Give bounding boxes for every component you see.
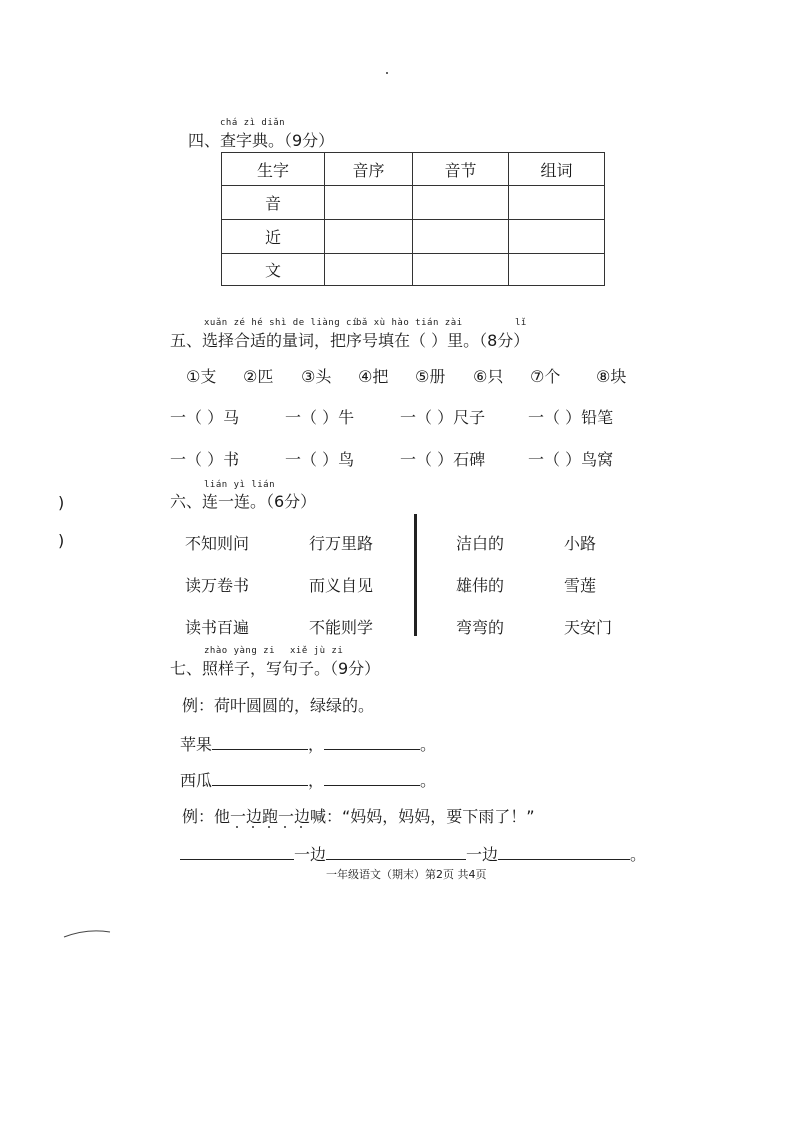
answer-cell[interactable] <box>413 254 509 286</box>
sentence-line <box>180 768 436 791</box>
match-item[interactable]: 读万卷书 <box>185 576 250 595</box>
table-cell-character: 音 <box>222 186 325 220</box>
table-cell-character: 文 <box>222 254 325 286</box>
fill-blank-item[interactable]: 一（ ）牛 <box>285 408 355 427</box>
q5-pinyin-c: lǐ <box>515 318 527 328</box>
measure-word-option: ⑤册 <box>415 367 446 386</box>
table-header: 生字 <box>222 153 325 186</box>
table-header: 音节 <box>413 153 509 186</box>
answer-cell[interactable] <box>509 220 605 254</box>
comma: ， <box>308 771 325 790</box>
q4-title: 四、查字典。（9分） <box>188 131 335 150</box>
measure-word-option: ⑥只 <box>473 367 504 386</box>
answer-cell[interactable] <box>325 186 413 220</box>
emphasis-dot <box>236 826 238 828</box>
fill-blank-item[interactable]: 一（ ）鸟窝 <box>528 450 614 469</box>
match-item[interactable]: 不知则问 <box>185 534 250 553</box>
answer-cell[interactable] <box>413 220 509 254</box>
answer-blank[interactable] <box>498 845 630 860</box>
period: 。 <box>420 735 437 754</box>
measure-word-option: ④把 <box>358 367 389 386</box>
q7-pinyin-a: zhào yàng zi <box>204 646 276 656</box>
measure-word-option: ②匹 <box>243 367 274 386</box>
emphasis-dot <box>284 826 286 828</box>
scan-speck <box>386 72 388 74</box>
page-footer: 一年级语文（期末）第2页 共4页 <box>326 868 487 881</box>
q4-pinyin: chá zì diǎn <box>220 118 286 128</box>
emphasis-dot <box>252 826 254 828</box>
q5-pinyin-a: xuǎn zé hé shì de liàng cí <box>204 318 358 328</box>
fill-blank-item[interactable]: 一（ ）石碑 <box>400 450 486 469</box>
example-sentence: 例：荷叶圆圆的，绿绿的。 <box>182 696 375 715</box>
measure-word-option: ③头 <box>301 367 332 386</box>
q7-pinyin-b: xiě jù zi <box>290 646 344 656</box>
match-item[interactable]: 行万里路 <box>309 534 374 553</box>
match-item[interactable]: 而义自见 <box>309 576 374 595</box>
period: 。 <box>630 845 647 864</box>
scan-mark <box>62 926 112 940</box>
answer-blank[interactable] <box>180 845 294 860</box>
q6-pinyin: lián yì lián <box>204 480 276 490</box>
match-item[interactable]: 天安门 <box>564 618 613 637</box>
q5-title: 五、选择合适的量词，把序号填在（ ）里。（8分） <box>170 331 530 350</box>
yibian-word: 一边 <box>466 845 499 864</box>
margin-mark: ) <box>58 531 65 550</box>
q6-title: 六、连一连。（6分） <box>170 492 317 511</box>
answer-cell[interactable] <box>509 186 605 220</box>
answer-blank[interactable] <box>326 845 466 860</box>
match-item[interactable]: 雪莲 <box>564 576 597 595</box>
match-item[interactable]: 不能则学 <box>309 618 374 637</box>
measure-word-option: ①支 <box>186 367 217 386</box>
emphasis-dot <box>300 826 302 828</box>
comma: ， <box>308 735 325 754</box>
answer-cell[interactable] <box>413 186 509 220</box>
yibian-word: 一边 <box>294 845 327 864</box>
fill-blank-item[interactable]: 一（ ）尺子 <box>400 408 486 427</box>
table-cell-character: 近 <box>222 220 325 254</box>
dictionary-table <box>221 152 605 286</box>
measure-word-option: ⑧块 <box>596 367 627 386</box>
fill-blank-item[interactable]: 一（ ）马 <box>170 408 240 427</box>
sentence-subject: 苹果 <box>180 735 213 754</box>
sentence-line <box>180 732 436 755</box>
measure-word-option: ⑦个 <box>530 367 561 386</box>
match-item[interactable]: 弯弯的 <box>456 618 505 637</box>
table-header: 组词 <box>509 153 605 186</box>
answer-blank[interactable] <box>212 771 308 786</box>
answer-cell[interactable] <box>509 254 605 286</box>
margin-mark: ) <box>58 493 65 512</box>
answer-cell[interactable] <box>325 254 413 286</box>
match-item[interactable]: 小路 <box>564 534 597 553</box>
match-item[interactable]: 读书百遍 <box>185 618 250 637</box>
fill-blank-item[interactable]: 一（ ）书 <box>170 450 240 469</box>
answer-blank[interactable] <box>324 771 420 786</box>
fill-blank-item[interactable]: 一（ ）铅笔 <box>528 408 614 427</box>
match-item[interactable]: 雄伟的 <box>456 576 505 595</box>
sentence-subject: 西瓜 <box>180 771 213 790</box>
answer-blank[interactable] <box>324 735 420 750</box>
example-sentence: 例：他一边跑一边喊：“妈妈，妈妈，要下雨了！” <box>182 807 535 826</box>
section-divider <box>414 514 417 636</box>
answer-blank[interactable] <box>212 735 308 750</box>
q5-pinyin-b: bǎ xù hào tián zài <box>356 318 463 328</box>
table-header: 音序 <box>325 153 413 186</box>
answer-cell[interactable] <box>325 220 413 254</box>
sentence-line <box>180 842 646 865</box>
fill-blank-item[interactable]: 一（ ）鸟 <box>285 450 355 469</box>
period: 。 <box>420 771 437 790</box>
emphasis-dot <box>268 826 270 828</box>
q7-title: 七、照样子，写句子。（9分） <box>170 659 381 678</box>
match-item[interactable]: 洁白的 <box>456 534 505 553</box>
